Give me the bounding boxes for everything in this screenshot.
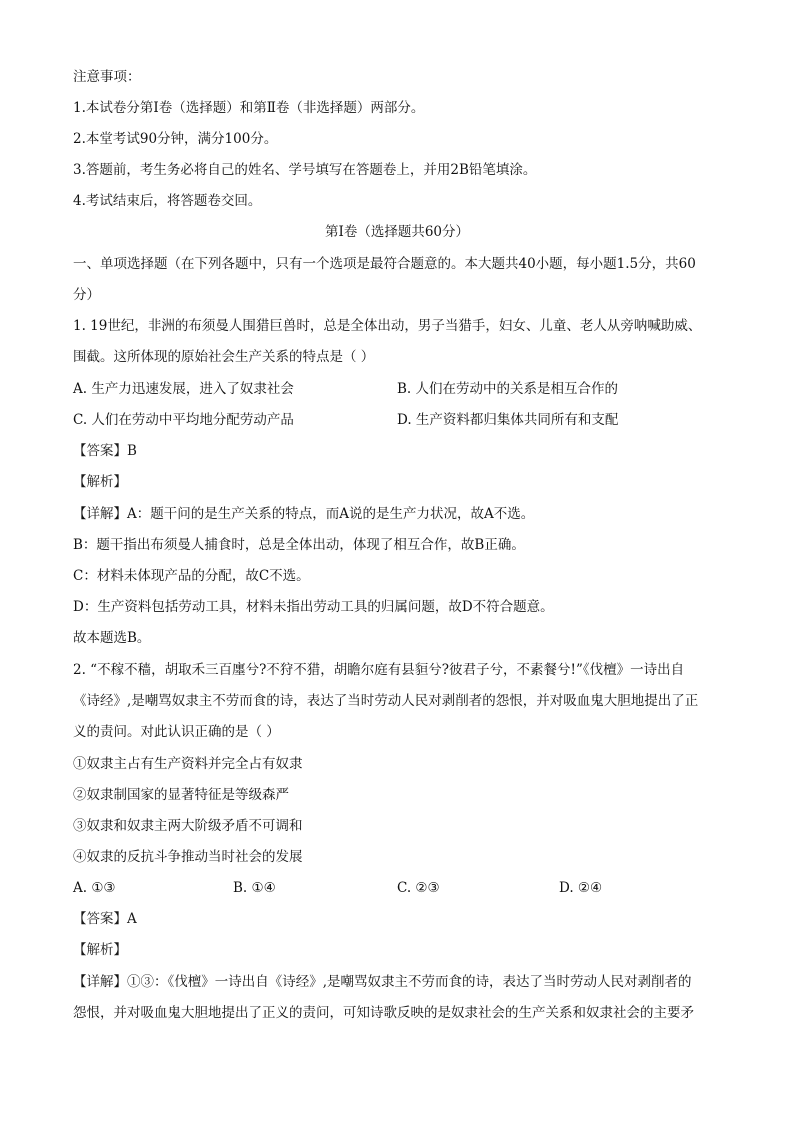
note-item: 4.考试结束后，将答题卷交回。: [73, 193, 262, 209]
question-stem: 1. 19世纪，非洲的布须曼人围猎巨兽时，总是全体出动，男子当猎手，妇女、儿童、老人从旁呐喊助威、: [73, 318, 702, 334]
question-stem: 2. “不稼不穑，胡取禾三百廛兮?不狩不猎，胡瞻尔庭有县貆兮?彼君子兮，不素餐兮!”《伐檀》一诗出自: [73, 662, 685, 678]
answer-line: 【答案】B: [73, 443, 137, 459]
option-a: A. ①③: [73, 880, 116, 896]
explanation-line: 【详解】①③：《伐檀》一诗出自《诗经》,是嘲骂奴隶主不劳而食的诗，表达了当时劳动人民对剥削者的: [73, 974, 692, 990]
statement: ③奴隶和奴隶主两大阶级矛盾不可调和: [73, 818, 303, 834]
explanation-line: 怨恨，并对吸血鬼大胆地提出了正义的责问，可知诗歌反映的是奴隶社会的生产关系和奴隶社会的主要矛: [73, 1005, 694, 1021]
explanation-line: B：题干指出布须曼人捕食时，总是全体出动，体现了相互合作，故B正确。: [73, 537, 525, 553]
option-d: D. 生产资料都归集体共同所有和支配: [397, 412, 619, 428]
option-b: B. ①④: [233, 880, 276, 896]
option-c: C. 人们在劳动中平均地分配劳动产品: [73, 412, 294, 428]
option-b: B. 人们在劳动中的关系是相互合作的: [397, 381, 619, 397]
statement: ②奴隶制国家的显著特征是等级森严: [73, 787, 289, 803]
note-item: 3.答题前，考生务必将自己的姓名、学号填写在答题卷上，并用2B铅笔填涂。: [73, 162, 537, 178]
explanation-line: 故本题选B。: [73, 630, 151, 646]
notes-heading: 注意事项：: [73, 69, 141, 85]
section-title: 第Ⅰ卷（选择题共60分）: [324, 224, 469, 240]
note-item: 2.本堂考试90分钟，满分100分。: [73, 131, 278, 147]
note-item: 1.本试卷分第Ⅰ卷（选择题）和第Ⅱ卷（非选择题）两部分。: [73, 100, 425, 116]
answer-line: 【答案】A: [73, 911, 137, 927]
analysis-heading: 【解析】: [73, 474, 127, 490]
section-instruction: 一、单项选择题（在下列各题中，只有一个选项是最符合题意的。本大题共40小题，每小题1.5分，共60: [73, 256, 696, 272]
option-d: D. ②④: [559, 880, 603, 896]
statement: ①奴隶主占有生产资料并完全占有奴隶: [73, 756, 303, 772]
question-stem: 义的责问。对此认识正确的是（ ）: [73, 724, 280, 740]
explanation-line: C：材料未体现产品的分配，故C不选。: [73, 568, 310, 584]
question-stem: 围截。这所体现的原始社会生产关系的特点是（ ）: [73, 349, 375, 365]
explanation-line: D：生产资料包括劳动工具，材料未指出劳动工具的归属问题，故D不符合题意。: [73, 599, 554, 615]
section-instruction: 分）: [73, 287, 100, 303]
option-a: A. 生产力迅速发展，进入了奴隶社会: [73, 381, 294, 397]
analysis-heading: 【解析】: [73, 942, 127, 958]
question-stem: 《诗经》,是嘲骂奴隶主不劳而食的诗，表达了当时劳动人民对剥削者的怨恨，并对吸血鬼大胆地提出了正: [73, 693, 699, 709]
explanation-line: 【详解】A：题干问的是生产关系的特点，而A说的是生产力状况，故A不选。: [73, 506, 535, 522]
statement: ④奴隶的反抗斗争推动当时社会的发展: [73, 849, 303, 865]
option-c: C. ②③: [397, 880, 440, 896]
